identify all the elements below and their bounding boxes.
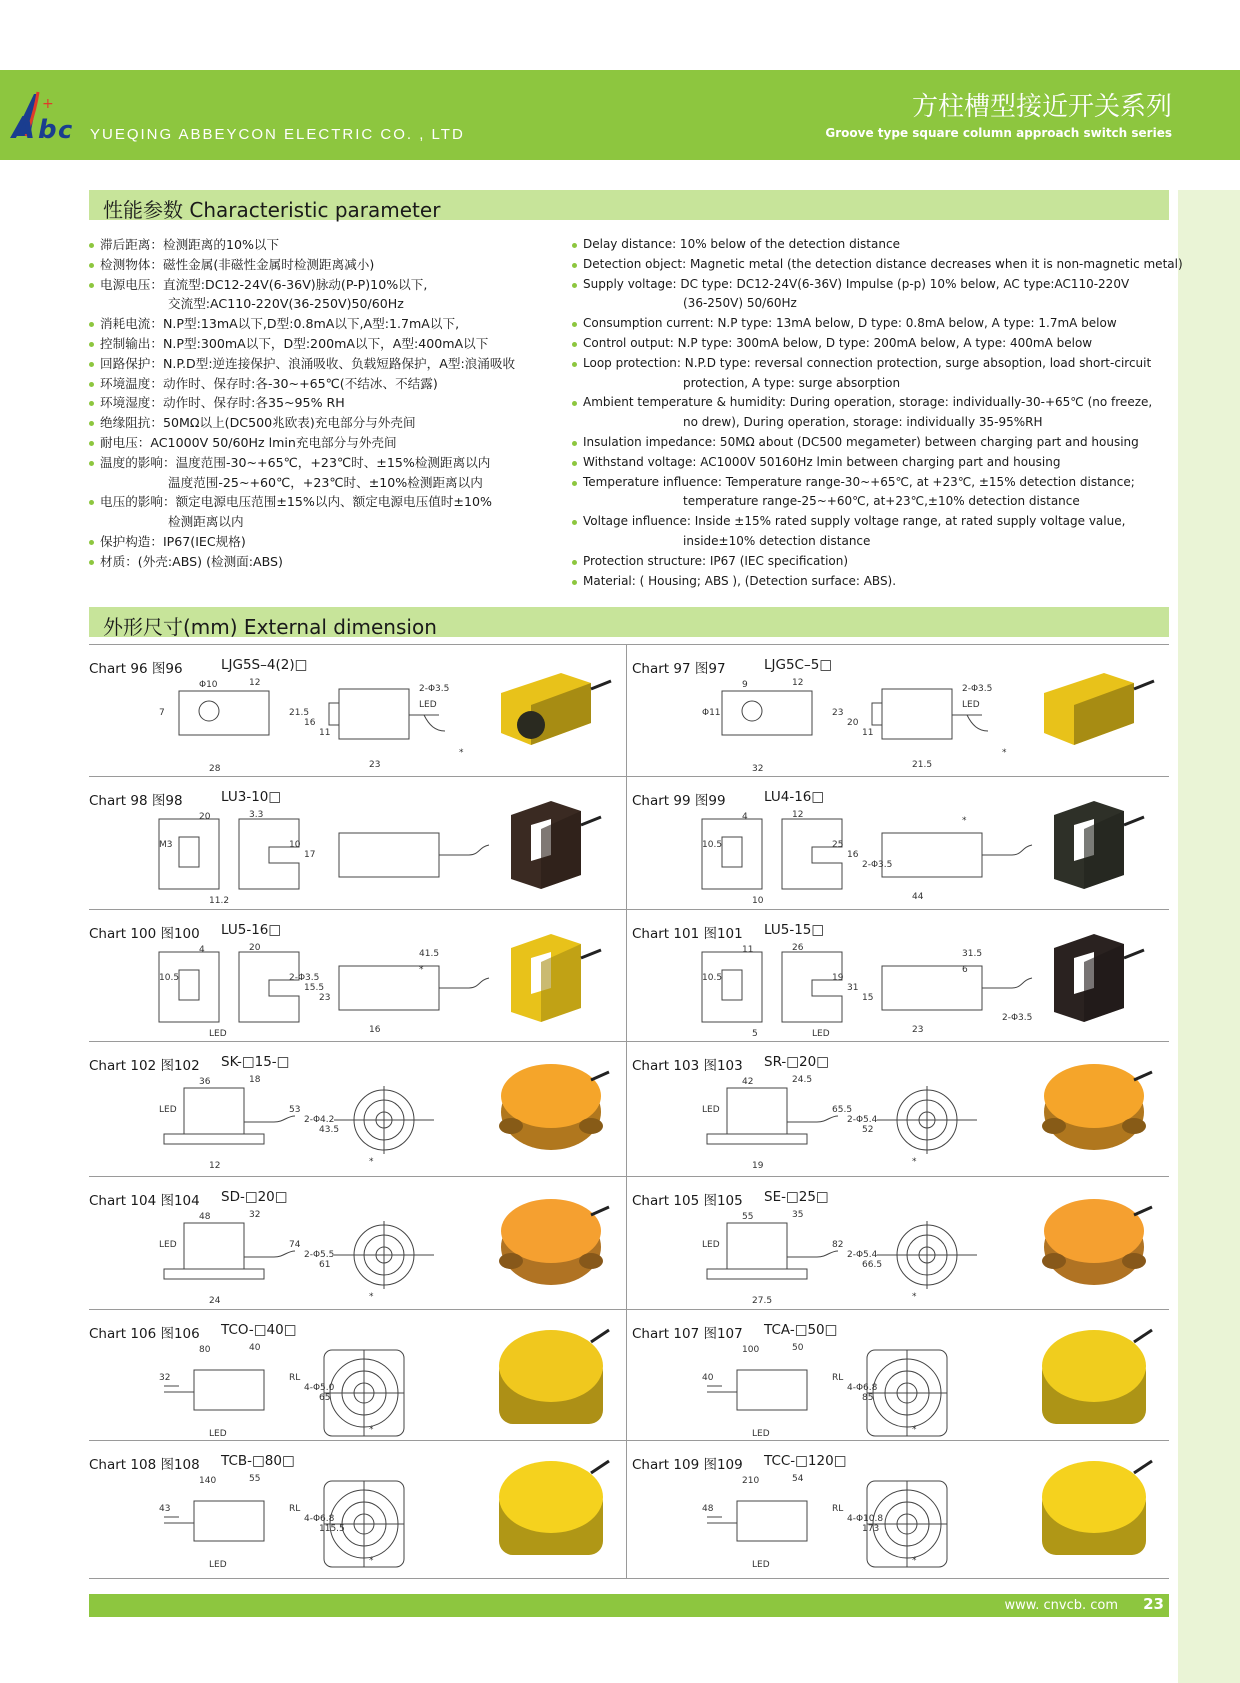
characteristic-text: Temperature influence: Temperature range-30~+65℃, at +23℃, ±15% detection distance; <box>583 474 1135 489</box>
dimension-chart-cell <box>632 1310 1170 1443</box>
dimension-label: RL <box>289 1373 301 1383</box>
dimension-title: 外形尺寸(mm) External dimension <box>103 615 437 639</box>
dimension-label: 4 <box>199 945 205 955</box>
dimension-section-header <box>89 607 1169 637</box>
dimension-label: 80 <box>199 1345 211 1355</box>
dimension-drawing <box>139 1207 509 1307</box>
characteristic-item <box>89 453 569 493</box>
chart-number: Chart 98 图98 <box>89 793 183 809</box>
series-title-cn: 方柱槽型接近开关系列 <box>911 92 1172 122</box>
dimension-label: 16 <box>847 850 859 860</box>
dimension-label: LED <box>159 1240 177 1250</box>
dimension-label: 17 <box>304 850 316 860</box>
characteristic-item <box>572 354 1172 394</box>
characteristic-text: 材质：(外壳:ABS) (检测面:ABS) <box>100 553 283 569</box>
characteristic-text: Supply voltage: DC type: DC12-24V(6-36V) Impulse (p-p) 10% below, AC type:AC110-220V <box>583 276 1130 291</box>
grid-line <box>89 776 1169 777</box>
product-photo <box>481 1185 621 1305</box>
chart-number: Chart 108 图108 <box>89 1457 200 1473</box>
dimension-label: 4-Φ6.8 <box>304 1514 335 1524</box>
chart-number: Chart 106 图106 <box>89 1326 200 1342</box>
dimension-chart-cell <box>632 1441 1170 1574</box>
dimension-label: LED <box>419 700 437 710</box>
dimension-label: 2-Φ3.5 <box>862 860 893 870</box>
dimension-label: 12 <box>792 810 804 820</box>
dimension-label: 31.5 <box>962 949 983 959</box>
dimension-label: 25 <box>832 840 844 850</box>
model-number: SR-□20□ <box>764 1054 829 1070</box>
characteristic-text: 回路保护：N.P.D型:逆连接保护、浪涌吸收、负载短路保护，A型:浪涌吸收 <box>100 355 516 371</box>
chart-number: Chart 104 图104 <box>89 1193 200 1209</box>
dimension-label: LED <box>812 1029 830 1039</box>
characteristic-item <box>572 275 1172 315</box>
dimension-chart-cell <box>632 1177 1170 1310</box>
dimension-label: 9 <box>742 680 748 690</box>
dimension-label: * <box>912 1425 917 1435</box>
model-number: LU4-16□ <box>764 789 825 805</box>
dimension-label: * <box>912 1556 917 1566</box>
dimension-label: 20 <box>847 718 859 728</box>
dimension-label: 55 <box>742 1212 754 1222</box>
chart-number: Chart 102 图102 <box>89 1058 200 1074</box>
dimension-label: 4 <box>742 812 748 822</box>
dimension-chart-cell <box>89 1042 627 1175</box>
page-number: 23 <box>1143 1595 1164 1613</box>
dimension-label: 15.5 <box>304 983 325 993</box>
dimension-label: 12 <box>792 678 804 688</box>
characteristic-item <box>572 572 1172 592</box>
dimension-label: 5 <box>752 1029 758 1039</box>
characteristic-text: 滞后距离：检测距离的10%以下 <box>100 237 280 252</box>
dimension-label: 11.2 <box>209 896 230 906</box>
dimension-label: 23 <box>369 760 381 770</box>
characteristic-item <box>572 314 1172 334</box>
characteristic-item <box>89 235 569 255</box>
dimension-chart-cell <box>89 1310 627 1443</box>
dimension-label: 2-Φ5.4 <box>847 1115 878 1125</box>
dimension-label: 2-Φ5.4 <box>847 1250 878 1260</box>
dimension-label: 18 <box>249 1075 261 1085</box>
dimension-label: 115.5 <box>319 1524 345 1534</box>
svg-text:A: A <box>12 111 36 146</box>
model-number: LU3-10□ <box>221 789 282 805</box>
characteristic-list-cn <box>89 235 569 572</box>
dimension-label: 4-Φ5.0 <box>304 1383 335 1393</box>
dimension-label: 85 <box>862 1393 874 1403</box>
dimension-label: RL <box>832 1373 844 1383</box>
dimension-label: LED <box>962 700 980 710</box>
chart-number: Chart 97 图97 <box>632 661 726 677</box>
dimension-label: 43.5 <box>319 1125 340 1135</box>
dimension-label: LED <box>752 1560 770 1570</box>
dimension-label: 24.5 <box>792 1075 813 1085</box>
grid-line <box>89 1041 1169 1042</box>
characteristic-item <box>572 552 1172 572</box>
dimension-label: * <box>459 748 464 758</box>
dimension-label: 52 <box>862 1125 874 1135</box>
characteristic-text-continued: no drew), During operation, storage: individually 35-95%RH <box>683 415 1043 430</box>
characteristic-text: 电压的影响：额定电源电压范围±15%以内、额定电源电压值时±10% <box>100 494 492 510</box>
characteristic-text: 环境湿度：动作时、保存时:各35~95% RH <box>100 395 345 411</box>
dimension-label: 10 <box>289 840 301 850</box>
characteristic-item <box>89 393 569 413</box>
dimension-label: 42 <box>742 1077 754 1087</box>
characteristic-item <box>89 552 569 572</box>
product-photo <box>481 918 621 1038</box>
dimension-label: 2-Φ4.2 <box>304 1115 335 1125</box>
characteristic-text: 环境温度：动作时、保存时:各-30~+65℃(不结冰、不结露) <box>100 375 438 391</box>
characteristic-item <box>572 235 1172 255</box>
characteristic-text: Loop protection: N.P.D type: reversal connection protection, surge absoption, load short-circuit <box>583 355 1152 370</box>
dimension-label: 3.3 <box>249 810 264 820</box>
dimension-label: 10.5 <box>702 840 723 850</box>
dimension-label: * <box>912 1292 917 1302</box>
dimension-label: 48 <box>702 1504 714 1514</box>
product-photo <box>1024 1449 1164 1569</box>
characteristic-text-continued: inside±10% detection distance <box>683 533 871 548</box>
dimension-label: 23 <box>912 1025 924 1035</box>
dimension-label: 26 <box>792 943 804 953</box>
dimension-drawing <box>682 940 1052 1040</box>
dimension-label: 55 <box>249 1474 261 1484</box>
dimension-label: 65.5 <box>832 1105 853 1115</box>
dimension-label: 16 <box>369 1025 381 1035</box>
dimension-label: 21.5 <box>289 708 310 718</box>
dimension-chart-cell <box>89 1177 627 1310</box>
characteristic-item <box>572 393 1172 433</box>
characteristic-item <box>89 492 569 532</box>
characteristic-item <box>572 453 1172 473</box>
dimension-label: Φ11 <box>702 708 721 718</box>
model-number: LJG5S–4(2)□ <box>221 657 308 673</box>
characteristic-text: 耐电压：AC1000V 50/60Hz lmin充电部分与外壳间 <box>100 434 397 450</box>
dimension-drawing <box>682 1072 1052 1172</box>
characteristic-item <box>572 433 1172 453</box>
dimension-label: * <box>369 1157 374 1167</box>
dimension-label: * <box>962 816 967 826</box>
dimension-label: LED <box>702 1240 720 1250</box>
characteristic-text: Detection object: Magnetic metal (the detection distance decreases when it is non-magnetic metal) <box>583 256 1183 271</box>
dimension-chart-cell <box>632 1042 1170 1175</box>
model-number: LU5-16□ <box>221 922 282 938</box>
dimension-label: 21.5 <box>912 760 933 770</box>
company-logo <box>8 86 88 146</box>
dimension-label: 82 <box>832 1240 844 1250</box>
model-number: LJG5C–5□ <box>764 657 833 673</box>
product-photo <box>481 1318 621 1438</box>
dimension-label: 41.5 <box>419 949 440 959</box>
characteristic-text: 保护构造：IP67(IEC规格) <box>100 533 246 549</box>
model-number: TCA-□50□ <box>764 1322 838 1338</box>
dimension-label: 140 <box>199 1476 217 1486</box>
dimension-label: 2-Φ3.5 <box>962 684 993 694</box>
dimension-chart-cell <box>89 1441 627 1574</box>
characteristic-text: Material: ( Housing; ABS ), (Detection surface: ABS). <box>583 573 897 588</box>
dimension-label: LED <box>209 1560 227 1570</box>
chart-number: Chart 107 图107 <box>632 1326 743 1342</box>
characteristic-item <box>89 334 569 354</box>
model-number: SK-□15-□ <box>221 1054 290 1070</box>
dimension-label: RL <box>832 1504 844 1514</box>
dimension-label: 32 <box>249 1210 261 1220</box>
characteristic-item <box>89 314 569 334</box>
dimension-label: 2-Φ3.5 <box>1002 1013 1033 1023</box>
product-photo <box>1024 785 1164 905</box>
grid-line <box>89 909 1169 910</box>
dimension-drawing <box>139 675 509 775</box>
dimension-label: LED <box>702 1105 720 1115</box>
svg-text:b: b <box>38 115 57 145</box>
dimension-drawing <box>139 1340 509 1440</box>
dimension-label: 210 <box>742 1476 760 1486</box>
dimension-label: 40 <box>249 1343 261 1353</box>
chart-number: Chart 109 图109 <box>632 1457 743 1473</box>
dimension-label: 66.5 <box>862 1260 883 1270</box>
dimension-drawing <box>682 1207 1052 1307</box>
characteristic-text: 温度的影响：温度范围-30~+65℃，+23℃时、±15%检测距离以内 <box>100 454 491 470</box>
dimension-drawing <box>139 1072 509 1172</box>
dimension-label: 36 <box>199 1077 211 1087</box>
product-photo <box>1024 1318 1164 1438</box>
dimension-drawing <box>139 807 509 907</box>
dimension-label: 31 <box>847 983 859 993</box>
dimension-label: 27.5 <box>752 1296 773 1306</box>
dimension-chart-cell <box>632 777 1170 910</box>
dimension-label: * <box>912 1157 917 1167</box>
grid-line <box>89 1578 1169 1579</box>
dimension-label: * <box>369 1425 374 1435</box>
product-photo <box>481 785 621 905</box>
dimension-label: 10 <box>752 896 764 906</box>
footer-url[interactable]: www. cnvcb. com <box>1004 1598 1118 1613</box>
chart-number: Chart 101 图101 <box>632 926 743 942</box>
characteristic-item <box>89 255 569 275</box>
product-photo <box>1024 1185 1164 1305</box>
characteristic-text: Ambient temperature & humidity: During operation, storage: individually-30-+65℃ (no freeze, <box>583 395 1153 410</box>
dimension-label: * <box>369 1556 374 1566</box>
characteristic-text: Protection structure: IP67 (IEC specification) <box>583 553 849 568</box>
chart-number: Chart 100 图100 <box>89 926 200 942</box>
dimension-label: 19 <box>752 1161 764 1171</box>
product-photo <box>1024 1050 1164 1170</box>
model-number: TCB-□80□ <box>221 1453 295 1469</box>
characteristic-text: 绝缘阻抗：50MΩ以上(DC500兆欧表)充电部分与外壳间 <box>100 415 416 431</box>
dimension-chart-cell <box>89 777 627 910</box>
dimension-label: 20 <box>199 812 211 822</box>
dimension-label: 32 <box>752 764 764 774</box>
dimension-drawing <box>682 1340 1052 1440</box>
dimension-label: 11 <box>319 728 331 738</box>
characteristic-text: Voltage influence: Inside ±15% rated supply voltage range, at rated supply voltage value, <box>583 514 1126 529</box>
dimension-label: 50 <box>792 1343 804 1353</box>
dimension-chart-cell <box>89 910 627 1043</box>
characteristic-text: 电源电压：直流型:DC12-24V(6-36V)脉动(P-P)10%以下, <box>100 276 428 292</box>
dimension-chart-cell <box>632 910 1170 1043</box>
product-photo <box>1024 653 1164 773</box>
dimension-drawing <box>139 940 509 1040</box>
product-photo <box>481 653 621 773</box>
dimension-label: 4-Φ6.8 <box>847 1383 878 1393</box>
grid-line <box>89 1440 1169 1441</box>
model-number: TCC-□120□ <box>764 1453 847 1469</box>
dimension-label: 11 <box>742 945 754 955</box>
dimension-label: 23 <box>832 708 844 718</box>
characteristic-item <box>89 354 569 374</box>
dimension-label: 2-Φ5.5 <box>304 1250 335 1260</box>
dimension-label: 61 <box>319 1260 331 1270</box>
characteristic-text-continued: protection, A type: surge absorption <box>683 375 901 390</box>
dimension-label: 11 <box>862 728 874 738</box>
characteristic-title: 性能参数 Characteristic parameter <box>103 198 441 222</box>
characteristic-text: Control output: N.P type: 300mA below, D type: 200mA below, A type: 400mA below <box>583 335 1093 350</box>
characteristic-text: Delay distance: 10% below of the detection distance <box>583 237 900 251</box>
dimension-label: 74 <box>289 1240 301 1250</box>
dimension-label: 4-Φ10.8 <box>847 1514 884 1524</box>
svg-text:+: + <box>42 96 54 112</box>
characteristic-item <box>572 334 1172 354</box>
dimension-label: 23 <box>319 993 331 1003</box>
model-number: SD-□20□ <box>221 1189 288 1205</box>
company-name: YUEQING ABBEYCON ELECTRIC CO. , LTD <box>90 126 465 143</box>
product-photo <box>481 1050 621 1170</box>
dimension-label: 12 <box>249 678 261 688</box>
dimension-label: 43 <box>159 1504 171 1514</box>
dimension-drawing <box>682 807 1052 907</box>
dimension-label: 173 <box>862 1524 880 1534</box>
dimension-label: M3 <box>159 840 173 850</box>
characteristic-text-continued: 温度范围-25~+60℃，+23℃时、±10%检测距离以内 <box>168 474 483 490</box>
dimension-chart-cell <box>632 645 1170 778</box>
characteristic-text: 检测物体：磁性金属(非磁性金属时检测距离减小) <box>100 256 375 272</box>
dimension-label: RL <box>289 1504 301 1514</box>
characteristic-text: Consumption current: N.P type: 13mA below, D type: 0.8mA below, A type: 1.7mA below <box>583 316 1117 331</box>
dimension-label: LED <box>752 1429 770 1439</box>
dimension-label: 44 <box>912 892 924 902</box>
characteristic-text-continued: temperature range-25~+60℃, at+23℃,±10% detection distance <box>683 494 1080 509</box>
dimension-label: 10.5 <box>702 973 723 983</box>
characteristic-text: Withstand voltage: AC1000V 50160Hz lmin between charging part and housing <box>583 454 1061 469</box>
dimension-label: 28 <box>209 764 221 774</box>
dimension-label: LED <box>159 1105 177 1115</box>
characteristic-item <box>89 532 569 552</box>
model-number: TCO-□40□ <box>221 1322 297 1338</box>
dimension-label: * <box>1002 748 1007 758</box>
dimension-drawing <box>682 1471 1052 1571</box>
dimension-label: * <box>369 1292 374 1302</box>
dimension-label: 7 <box>159 708 165 718</box>
dimension-label: 10.5 <box>159 973 180 983</box>
dimension-label: 54 <box>792 1474 804 1484</box>
characteristic-text-continued: 检测距离以内 <box>168 514 244 530</box>
model-number: LU5-15□ <box>764 922 825 938</box>
product-photo <box>481 1449 621 1569</box>
grid-divider <box>626 644 627 1578</box>
dimension-label: 6 <box>962 965 968 975</box>
dimension-label: 19 <box>832 973 844 983</box>
chart-number: Chart 103 图103 <box>632 1058 743 1074</box>
characteristic-text: 控制输出：N.P型:300mA以下，D型:200mA以下，A型:400mA以下 <box>100 335 489 351</box>
dimension-label: 32 <box>159 1373 171 1383</box>
characteristic-item <box>89 374 569 394</box>
chart-number: Chart 99 图99 <box>632 793 726 809</box>
dimension-label: 53 <box>289 1105 301 1115</box>
characteristic-text-continued: (36-250V) 50/60Hz <box>683 296 797 311</box>
characteristic-item <box>89 275 569 315</box>
grid-line <box>89 644 1169 645</box>
dimension-label: Φ10 <box>199 680 218 690</box>
characteristic-section-header <box>89 190 1169 220</box>
dimension-label: 24 <box>209 1296 221 1306</box>
dimension-label: 15 <box>862 993 874 1003</box>
chart-number: Chart 105 图105 <box>632 1193 743 1209</box>
grid-line <box>89 1176 1169 1177</box>
grid-line <box>89 1309 1169 1310</box>
dimension-label: 48 <box>199 1212 211 1222</box>
series-title-en: Groove type square column approach switch series <box>825 126 1172 140</box>
characteristic-item <box>572 255 1183 275</box>
dimension-label: 12 <box>209 1161 221 1171</box>
dimension-chart-cell <box>89 645 627 778</box>
characteristic-list-en <box>572 235 1183 591</box>
characteristic-item <box>89 433 569 453</box>
characteristic-text: Insulation impedance: 50MΩ about (DC500 megameter) between charging part and housing <box>583 434 1139 449</box>
dimension-label: 2-Φ3.5 <box>419 684 450 694</box>
characteristic-text: 消耗电流：N.P型:13mA以下,D型:0.8mA以下,A型:1.7mA以下, <box>100 316 460 332</box>
characteristic-item <box>89 413 569 433</box>
dimension-label: 16 <box>304 718 316 728</box>
dimension-label: * <box>419 965 424 975</box>
dimension-label: 2-Φ3.5 <box>289 973 320 983</box>
characteristic-item <box>572 473 1172 513</box>
model-number: SE-□25□ <box>764 1189 829 1205</box>
dimension-label: LED <box>209 1429 227 1439</box>
chart-number: Chart 96 图96 <box>89 661 183 677</box>
dimension-label: 20 <box>249 943 261 953</box>
characteristic-item <box>572 512 1172 552</box>
dimension-label: 40 <box>702 1373 714 1383</box>
dimension-label: 100 <box>742 1345 760 1355</box>
dimension-label: LED <box>209 1029 227 1039</box>
characteristic-text-continued: 交流型:AC110-220V(36-250V)50/60Hz <box>168 296 404 312</box>
svg-text:c: c <box>58 116 73 144</box>
dimension-drawing <box>139 1471 509 1571</box>
product-photo <box>1024 918 1164 1038</box>
dimension-drawing <box>682 675 1052 775</box>
dimension-label: 35 <box>792 1210 804 1220</box>
side-stripe <box>1178 190 1240 1683</box>
dimension-label: 65 <box>319 1393 331 1403</box>
